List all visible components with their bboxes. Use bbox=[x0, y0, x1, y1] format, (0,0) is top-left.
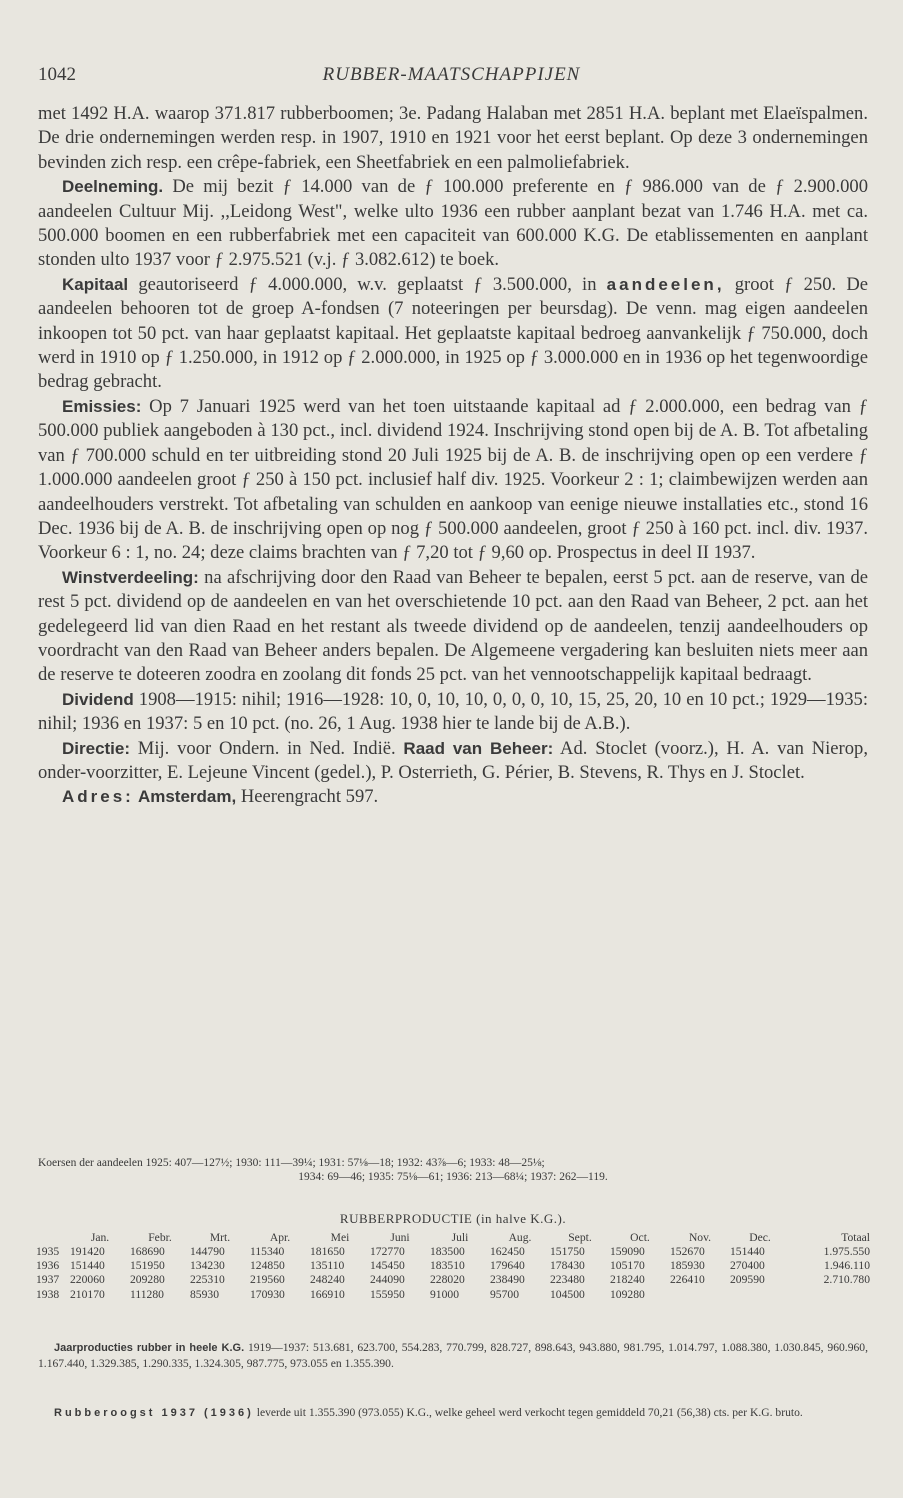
table-row bbox=[36, 1288, 870, 1302]
table-cell: 209590 bbox=[730, 1273, 765, 1287]
winstverdeeling-heading: Winstverdeeling: bbox=[62, 567, 199, 587]
main-text bbox=[38, 102, 868, 810]
koersen-note bbox=[38, 1156, 868, 1184]
table-cell: 1938 bbox=[36, 1287, 60, 1301]
koersen-line-1: Koersen der aandeelen 1925: 407—127½; 1930: 111—39¼; 1931: 57⅛—18; 1932: 43⅞—6; 1933: 48—25⅛; bbox=[38, 1157, 545, 1169]
column-header: Mrt. bbox=[209, 1231, 231, 1244]
dividend-paragraph bbox=[38, 688, 868, 737]
running-title: RUBBER-MAATSCHAPPIJEN bbox=[322, 64, 581, 85]
table-cell: 1936 bbox=[36, 1259, 60, 1273]
table-cell: 178430 bbox=[550, 1259, 585, 1273]
dividend-heading: Dividend bbox=[62, 689, 134, 709]
table-cell: 151950 bbox=[130, 1259, 165, 1273]
winstverdeeling-text: na afschrijving door den Raad van Beheer te bepalen, eerst 5 pct. aan de reserve, van de rest 5 pct. dividend op de aandeelen en van het overschietende 10 pct. aan den Raad van Beheer, 2 pct. aan het gedelegeerd lid van dien Raad en het restant als tweede dividend op de aandeelen, tenzij aandeelhouders op voordracht van den Raad van Beheer anders bepalen. De Algemeene vergadering kan besluiten niets meer aan de reserve te doteeren zoodra en zoolang dit fonds 25 pct. van het vennootschappelijk kapitaal bedraagt. bbox=[38, 566, 868, 686]
column-header: Totaal bbox=[841, 1231, 870, 1244]
kapitaal-spaced-word: aandeelen, bbox=[606, 274, 725, 294]
table-cell: 105170 bbox=[610, 1259, 645, 1273]
table-cell: 166910 bbox=[310, 1287, 345, 1301]
table-cell: 219560 bbox=[250, 1273, 285, 1287]
table-cell: 145450 bbox=[370, 1259, 405, 1273]
table-cell: 151440 bbox=[70, 1259, 105, 1273]
deelneming-heading: Deelneming. bbox=[62, 177, 164, 197]
raad-van-beheer-heading: Raad van Beheer: bbox=[403, 738, 554, 758]
directie-text-a: Mij. voor Ondern. in Ned. Indië. bbox=[130, 737, 404, 759]
column-header: Dec. bbox=[749, 1231, 771, 1244]
emissies-text: Op 7 Januari 1925 werd van het toen uitstaande kapitaal ad ƒ 2.000.000, een bedrag van ƒ 500.000 publiek aangeboden à 130 pct., incl. dividend 1924. Inschrijving stond open bij de A. B. Tot afbetaling van ƒ 700.000 schuld en ter uitbreiding stond 20 Juli 1925 bij de A. B. de inschrijving open op een verdere ƒ 1.000.000 aandeelen groot ƒ 250 à 150 pct. inclusief half div. 1925. Voorkeur 2 : 1; claimbewijzen werden aan aandeelhouders verstrekt. Tot afbetaling van schulden en aankoop van eenige nieuwe installaties etc., stond 16 Dec. 1936 bij de A. B. de inschrijving open op nog ƒ 500.000 aandeelen, groot ƒ 250 à 160 pct. incl. div. 1937. Voorkeur 6 : 1, no. 24; deze claims brachten van ƒ 7,20 tot ƒ 9,60 op. Prospectus in deel II 1937. bbox=[38, 395, 868, 564]
table-cell bbox=[670, 1288, 730, 1302]
kapitaal-text-b: groot ƒ 250. De aandeelen behooren tot de groep A-fondsen (7 noteeringen per beursdag). De venn. mag eigen aandeelen inkoopen tot 50 pct. van haar geplaatst kapitaal. Het geplaatste kapitaal bedroeg aanvankelijk ƒ 750.000, doch werd in 1910 op ƒ 1.250.000, in 1912 op ƒ 2.000.000, in 1925 op ƒ 3.000.000 en in 1936 op het tegenwoordige bedrag gebracht. bbox=[38, 273, 869, 393]
table-cell: 91000 bbox=[430, 1287, 459, 1301]
production-table bbox=[36, 1231, 870, 1302]
table-cell: 124850 bbox=[250, 1259, 285, 1273]
table-cell: 191420 bbox=[70, 1245, 105, 1258]
table-cell: 228020 bbox=[430, 1273, 465, 1287]
kapitaal-heading: Kapitaal bbox=[62, 274, 129, 294]
table-cell bbox=[730, 1288, 790, 1302]
adres-paragraph bbox=[38, 785, 868, 809]
winstverdeeling-paragraph bbox=[38, 566, 868, 688]
table-cell bbox=[790, 1288, 870, 1302]
deelneming-text: De mij bezit ƒ 14.000 van de ƒ 100.000 preferente en ƒ 986.000 van de ƒ 2.900.000 aandeelen Cultuur Mij. ,,Leidong West", welke ulto 1936 een rubber aanplant bezat van 1.746 H.A. met ca. 500.000 boomen en een rubberfabriek met een capaciteit van 600.000 K.G. De etablissementen en aanplant stonden ulto 1937 voor ƒ 2.975.521 (v.j. ƒ 3.082.612) te boek. bbox=[38, 176, 868, 271]
column-header: Oct. bbox=[630, 1231, 650, 1244]
jaarproducties-note bbox=[38, 1340, 868, 1371]
table-cell: 155950 bbox=[370, 1287, 405, 1301]
table-cell: 223480 bbox=[550, 1273, 585, 1287]
table-cell: 2.710.780 bbox=[823, 1273, 870, 1287]
table-cell: 218240 bbox=[610, 1273, 645, 1287]
adres-text: Heerengracht 597. bbox=[236, 786, 379, 808]
table-cell: 152670 bbox=[670, 1245, 705, 1258]
column-header: Sept. bbox=[568, 1231, 592, 1244]
table-cell: 151440 bbox=[730, 1245, 765, 1258]
adres-city: Amsterdam, bbox=[133, 787, 237, 807]
table-cell: 170930 bbox=[250, 1287, 285, 1301]
column-header bbox=[36, 1231, 70, 1245]
table-cell: 111280 bbox=[130, 1287, 164, 1301]
column-header: Aug. bbox=[508, 1231, 532, 1244]
table-cell: 104500 bbox=[550, 1287, 585, 1301]
production-title: RUBBERPRODUCTIE (in halve K.G.). bbox=[339, 1211, 567, 1226]
table-cell: 183500 bbox=[430, 1245, 465, 1258]
table-cell: 172770 bbox=[370, 1245, 405, 1258]
table-cell: 115340 bbox=[250, 1245, 285, 1258]
table-row bbox=[36, 1259, 870, 1273]
column-header: Apr. bbox=[269, 1231, 291, 1244]
dividend-text: 1908—1915: nihil; 1916—1928: 10, 0, 10, 10, 0, 0, 0, 10, 15, 25, 20, 10 en 10 pct.; 1929—1935: nihil; 1936 en 1937: 5 en 10 pct. (no. 26, 1 Aug. 1938 hier te lande bij de A.B.). bbox=[38, 688, 868, 735]
table-cell: 151750 bbox=[550, 1245, 585, 1258]
column-header: Juni bbox=[390, 1231, 410, 1244]
table-cell: 144790 bbox=[190, 1245, 225, 1258]
table-cell: 220060 bbox=[70, 1273, 105, 1287]
table-cell: 210170 bbox=[70, 1287, 105, 1301]
table-cell: 226410 bbox=[670, 1273, 705, 1287]
directie-paragraph bbox=[38, 737, 868, 786]
table-cell: 248240 bbox=[310, 1273, 345, 1287]
rubberoogst-text: leverde uit 1.355.390 (973.055) K.G., welke geheel werd verkocht tegen gemiddeld 70,21 (56,38) cts. per K.G. bruto. bbox=[253, 1406, 803, 1419]
intro-paragraph: met 1492 H.A. waarop 371.817 rubberboomen; 3e. Padang Halaban met 2851 H.A. beplant met Elaeïspalmen. De drie ondernemingen werden resp. in 1907, 1910 en 1921 voor het eerst beplant. Op deze 3 ondernemingen bevinden zich resp. een crêpe-fabriek, een Sheetfabriek en een palmoliefabriek. bbox=[38, 103, 868, 173]
table-cell: 244090 bbox=[370, 1273, 405, 1287]
table-cell: 95700 bbox=[490, 1287, 519, 1301]
kapitaal-paragraph bbox=[38, 273, 868, 395]
column-header: Mei bbox=[330, 1231, 350, 1244]
deelneming-paragraph bbox=[38, 175, 868, 273]
table-cell: 179640 bbox=[490, 1259, 525, 1273]
table-cell: 85930 bbox=[190, 1287, 219, 1301]
table-cell: 238490 bbox=[490, 1273, 525, 1287]
jaarproducties-heading: Jaarproducties rubber in heele K.G. bbox=[54, 1342, 245, 1354]
column-header: Juli bbox=[451, 1231, 469, 1244]
table-cell: 159090 bbox=[610, 1245, 645, 1258]
directie-text-b: Ad. Stoclet (voorz.), H. A. van Nierop, onder-voorzitter, E. Lejeune Vincent (gedel.), P. Osterrieth, G. Périer, B. Stevens, R. Thys en J. Stoclet. bbox=[38, 737, 868, 783]
table-cell: 135110 bbox=[310, 1259, 345, 1273]
column-header: Febr. bbox=[148, 1231, 172, 1244]
jaarproducties-text: 1919—1937: 513.681, 623.700, 554.283, 770.799, 828.727, 898.643, 943.880, 981.795, 1.014.797, 1.088.380, 1.030.845, 960.960, 1.167.440, 1.329.385, 1.290.335, 1.324.305, 987.775, 973.055 en 1.355.390. bbox=[38, 1341, 868, 1370]
column-header: Jan. bbox=[90, 1231, 110, 1244]
emissies-paragraph bbox=[38, 395, 868, 566]
kapitaal-text-a: geautoriseerd ƒ 4.000.000, w.v. geplaatst ƒ 3.500.000, in bbox=[128, 273, 607, 295]
table-row bbox=[36, 1245, 870, 1259]
koersen-line-2: 1934: 69—46; 1935: 75⅛—61; 1936: 213—68¼; 1937: 262—119. bbox=[298, 1171, 608, 1183]
table-cell: 1.946.110 bbox=[824, 1259, 870, 1273]
directie-heading: Directie: bbox=[62, 738, 131, 758]
emissies-heading: Emissies: bbox=[62, 396, 142, 416]
adres-heading: Adres: bbox=[62, 787, 134, 807]
rubberoogst-heading: Rubberoogst 1937 (1936) bbox=[54, 1407, 254, 1419]
page-header bbox=[38, 64, 865, 92]
table-cell: 181650 bbox=[310, 1245, 345, 1258]
table-cell: 209280 bbox=[130, 1273, 165, 1287]
table-cell: 1935 bbox=[36, 1245, 60, 1258]
table-cell: 270400 bbox=[730, 1259, 765, 1273]
table-cell: 1.975.550 bbox=[823, 1245, 870, 1258]
table-cell: 109280 bbox=[610, 1287, 645, 1301]
table-row bbox=[36, 1273, 870, 1287]
table-cell: 168690 bbox=[130, 1245, 165, 1258]
table-cell: 225310 bbox=[190, 1273, 225, 1287]
rubberoogst-note bbox=[38, 1405, 868, 1421]
table-cell: 134230 bbox=[190, 1259, 225, 1273]
column-header: Nov. bbox=[688, 1231, 712, 1244]
table-cell: 162450 bbox=[490, 1245, 525, 1258]
table-cell: 183510 bbox=[430, 1259, 465, 1273]
production-header-row bbox=[36, 1231, 870, 1245]
page-number: 1042 bbox=[38, 64, 76, 85]
table-cell: 185930 bbox=[670, 1259, 705, 1273]
table-cell: 1937 bbox=[36, 1273, 60, 1287]
